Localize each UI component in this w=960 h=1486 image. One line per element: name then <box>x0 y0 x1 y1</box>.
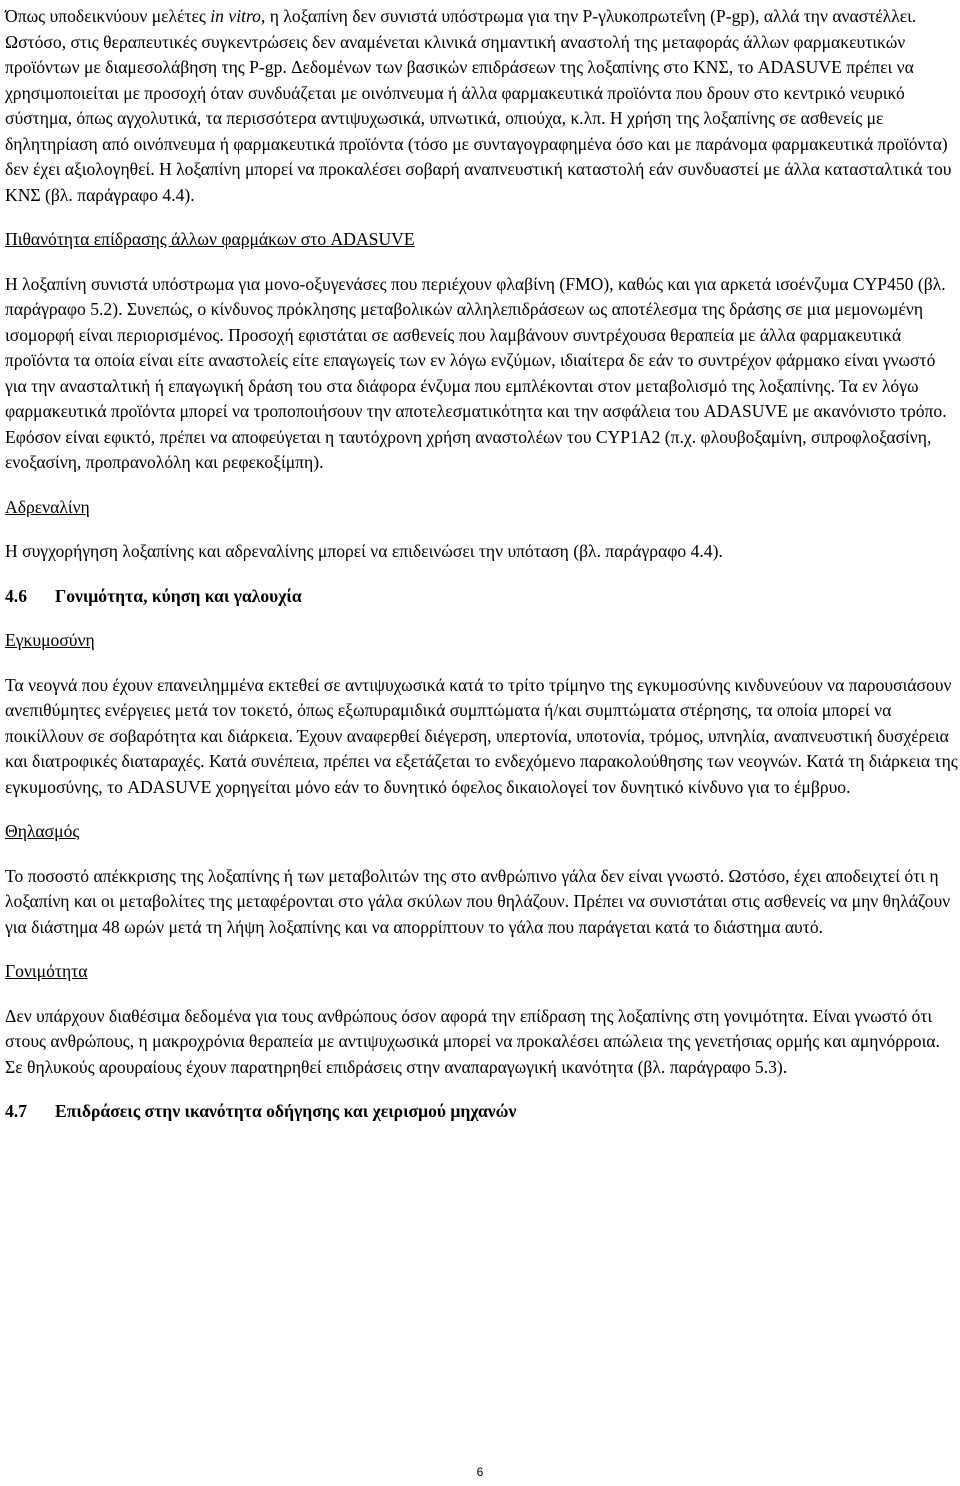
section-heading-4-7 <box>5 1099 959 1125</box>
paragraph-metabolism: Η λοξαπίνη συνιστά υπόστρωμα για μονο-οξυγενάσες που περιέχουν φλαβίνη (FMO), καθώς και για αρκετά ισοένζυμα CYP450 (βλ. παράγραφο 5.2). Συνεπώς, ο κίνδυνος πρόκλησης μεταβολικών αλληλεπιδράσεων ως αποτέλεσμα της δράσης σε μια μεμονωμένη ισομορφή είναι περιορισμένος. Προσοχή εφιστάται σε ασθενείς που λαμβάνουν συντρέχουσα θεραπεία με άλλα φαρμακευτικά προϊόντα τα οποία είναι είτε αναστολείς είτε επαγωγείς των εν λόγω ενζύμων, ιδιαίτερα δε εάν το συντρέχον φάρμακο είναι γνωστό για την ανασταλτική ή επαγωγική δράση του στα διάφορα ένζυμα που εμπλέκονται στον μεταβολισμό της λοξαπίνης. Τα εν λόγω φαρμακευτικά προϊόντα μπορεί να τροποποιήσουν την αποτελεσματικότητα και την ασφάλεια του ADASUVE με ακανόνιστο τρόπο. Εφόσον είναι εφικτό, πρέπει να αποφεύγεται η ταυτόχρονη χρήση αναστολέων του CYP1A2 (π.χ. φλουβοξαμίνη, σιπροφλοξασίνη, ενοξασίνη, προπρανολόλη και ρεφεκοξίμπη). <box>5 273 947 472</box>
paragraph-interactions-cns <box>5 4 959 208</box>
page-number: 6 <box>476 1465 484 1479</box>
paragraph-breastfeeding: Το ποσοστό απέκκρισης της λοξαπίνης ή των μεταβολιτών της στο ανθρώπινο γάλα δεν είναι γνωστό. Ωστόσο, έχει αποδειχτεί ότι η λοξαπίνη και οι μεταβολίτες της μεταφέρονται στο γάλα σκύλων που θηλάζουν. Πρέπει να συνιστάται στις ασθενείς να μην θηλάζουν για διάστημα 48 ωρών μετά τη λήψη λοξαπίνης και να απορρίπτουν το γάλα που παράγεται κατά το διάστημα αυτό. <box>5 865 951 937</box>
paragraph-text: Όπως υποδεικνύουν μελέτες <box>5 6 211 26</box>
subheading-adrenaline: Αδρεναλίνη <box>5 496 90 517</box>
section-heading-4-6 <box>5 584 959 610</box>
subheading-pregnancy: Εγκυμοσύνη <box>5 630 95 650</box>
subheading-effect-of-other-drugs: Πιθανότητα επίδρασης άλλων φαρμάκων στο ADASUVE <box>5 229 415 249</box>
section-number: 4.7 <box>5 1101 27 1121</box>
italic-term: in vitro <box>210 6 261 26</box>
subheading-breastfeeding: Θηλασμός <box>5 821 80 841</box>
section-number: 4.6 <box>5 585 27 606</box>
document-body <box>5 4 959 1125</box>
paragraph-fertility: Δεν υπάρχουν διαθέσιμα δεδομένα για τους ανθρώπους όσον αφορά την επίδραση της λοξαπίνης στη γονιμότητα. Είναι γνωστό ότι στους ανθρώπους, η μακροχρόνια θεραπεία με αντιψυχωσικά μπορεί να προκαλέσει απώλεια της γενετήσιας ορμής και αμηνόρροια. Σε θηλυκούς αρουραίους έχουν παρατηρηθεί επιδράσεις στην αναπαραγωγική ικανότητα (βλ. παράγραφο 5.3). <box>5 1005 940 1077</box>
paragraph-text: , η λοξαπίνη δεν συνιστά υπόστρωμα για την P-γλυκοπρωτεΐνη (P-gp), αλλά την αναστέλλει. Ωστόσο, στις θεραπευτικές συγκεντρώσεις δεν αναμένεται κλινικά σημαντική αναστολή της μεταφοράς άλλων φαρμακευτικών προϊόντων με διαμεσολάβηση της P-gp. Δεδομένων των βασικών επιδράσεων της λοξαπίνης στο ΚΝΣ, το ADASUVE πρέπει να χρησιμοποιείται με προσοχή όταν συνδυάζεται με οινόπνευμα ή άλλα φαρμακευτικά προϊόντα που δρουν στο κεντρικό νευρικό σύστημα, όπως αγχολυτικά, τα περισσότερα αντιψυχωσικά, υπνωτικά, οπιούχα, κ.λπ. Η χρήση της λοξαπίνης σε ασθενείς με δηλητηρίαση από οινόπνευμα ή φαρμακευτικά προϊόντα (τόσο με συνταγογραφημένα όσο και με παράνομα φαρμακευτικά προϊόντα) δεν έχει αξιολογηθεί. Η λοξαπίνη μπορεί να προκαλέσει σοβαρή αναπνευστική καταστολή εάν συνδυαστεί με άλλα κατασταλτικά του ΚΝΣ (βλ. παράγραφο 4.4). <box>5 6 952 205</box>
subheading-fertility: Γονιμότητα <box>5 961 88 981</box>
section-title: Γονιμότητα, κύηση και γαλουχία <box>55 585 302 606</box>
paragraph-pregnancy: Τα νεογνά που έχουν επανειλημμένα εκτεθεί σε αντιψυχωσικά κατά το τρίτο τρίμηνο της εγκυμοσύνης κινδυνεύουν να παρουσιάσουν ανεπιθύμητες ενέργειες μετά τον τοκετό, όπως εξωπυραμιδικά συμπτώματα ή/και συμπτώματα στέρησης, τα οποία μπορεί να ποικίλλουν σε σοβαρότητα και διάρκεια. Έχουν αναφερθεί διέγερση, υπερτονία, υποτονία, τρόμος, υπνηλία, αναπνευστική δυσχέρεια και διατροφικές διαταραχές. Κατά συνέπεια, πρέπει να εξετάζεται το ενδεχόμενο παρακολούθησης των νεογνών. Κατά τη διάρκεια της εγκυμοσύνης, το ADASUVE χορηγείται μόνο εάν το δυνητικό όφελος δικαιολογεί τον δυνητικό κίνδυνο για το έμβρυο. <box>5 674 958 797</box>
paragraph-adrenaline: Η συγχορήγηση λοξαπίνης και αδρεναλίνης μπορεί να επιδεινώσει την υπόταση (βλ. παράγραφο 4.4). <box>5 541 723 561</box>
section-title: Επιδράσεις στην ικανότητα οδήγησης και χειρισμού μηχανών <box>55 1101 517 1121</box>
